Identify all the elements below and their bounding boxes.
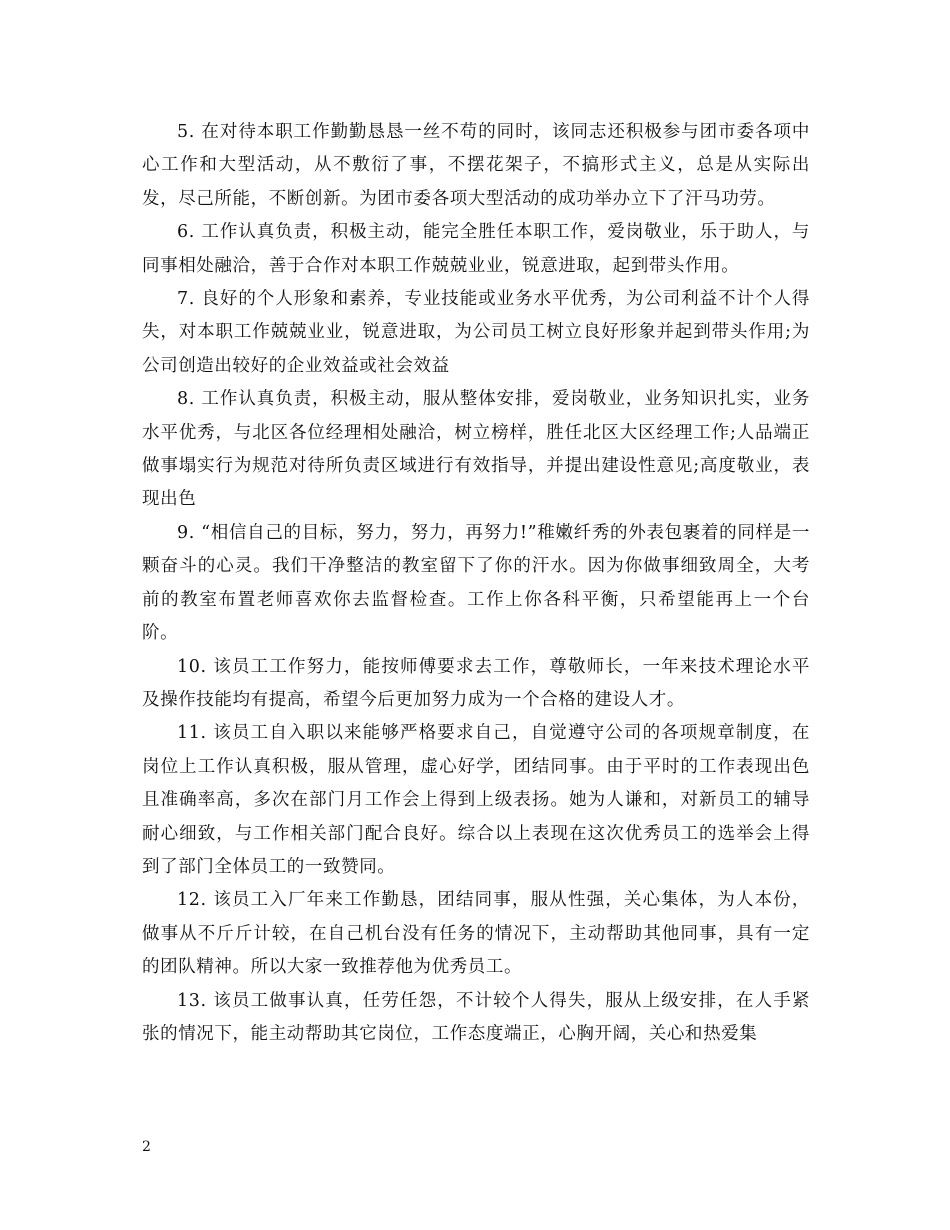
paragraph-8: 8. 工作认真负责，积极主动，服从整体安排，爱岗敬业，业务知识扎实，业务水平优秀，与北区各位经理相处融洽，树立榜样，胜任北区大区经理工作;人品端正做事塌实行为规范对待所负责区域进行有效指导，并提出建设性意见;高度敬业，表现出色: [142, 389, 810, 510]
paragraph-5: 5. 在对待本职工作勤勤恳恳一丝不苟的同时，该同志还积极参与团市委各项中心工作和大型活动，从不敷衍了事，不摆花架子，不搞形式主义，总是从实际出发，尽己所能，不断创新。为团市委各项大型活动的成功举办立下了汗马功劳。: [142, 122, 810, 209]
paragraph-6: 6. 工作认真负责，积极主动，能完全胜任本职工作，爱岗敬业，乐于助人，与同事相处融洽，善于合作对本职工作兢兢业业，锐意进取，起到带头作用。: [142, 222, 810, 276]
paragraph-9: 9. “相信自己的目标，努力，努力，再努力!”稚嫩纤秀的外表包裹着的同样是一颗奋斗的心灵。我们干净整洁的教室留下了你的汗水。因为你做事细致周全，大考前的教室布置老师喜欢你去监督检查。工作上你各科平衡，只希望能再上一个台阶。: [142, 522, 810, 644]
paragraph-11: 11. 该员工自入职以来能够严格要求自己，自觉遵守公司的各项规章制度，在岗位上工作认真积极，服从管理，虚心好学，团结同事。由于平时的工作表现出色且准确率高，多次在部门月工作会上得到上级表扬。她为人谦和，对新员工的辅导耐心细致，与工作相关部门配合良好。综合以上表现在这次优秀员工的选举会上得到了部门全体员工的一致赞同。: [142, 723, 810, 877]
body-text: [142, 116, 810, 1051]
paragraph-10: 10. 该员工工作努力，能按师傅要求去工作，尊敬师长，一年来技术理论水平及操作技能均有提高，希望今后更加努力成为一个合格的建设人才。: [142, 656, 810, 710]
paragraph-7: 7. 良好的个人形象和素养，专业技能或业务水平优秀，为公司利益不计个人得失，对本职工作兢兢业业，锐意进取，为公司员工树立良好形象并起到带头作用;为公司创造出较好的企业效益或社会效益: [142, 289, 810, 376]
paragraph-12: 12. 该员工入厂年来工作勤恳，团结同事，服从性强，关心集体，为人本份，做事从不斤斤计较，在自己机台没有任务的情况下，主动帮助其他同事，具有一定的团队精神。所以大家一致推荐他为优秀员工。: [142, 890, 810, 978]
paragraph-13: 13. 该员工做事认真，任劳任怨，不计较个人得失，服从上级安排，在人手紧张的情况下，能主动帮助其它岗位，工作态度端正，心胸开阔，关心和热爱集: [142, 990, 810, 1044]
page-number: 2: [142, 1139, 151, 1155]
